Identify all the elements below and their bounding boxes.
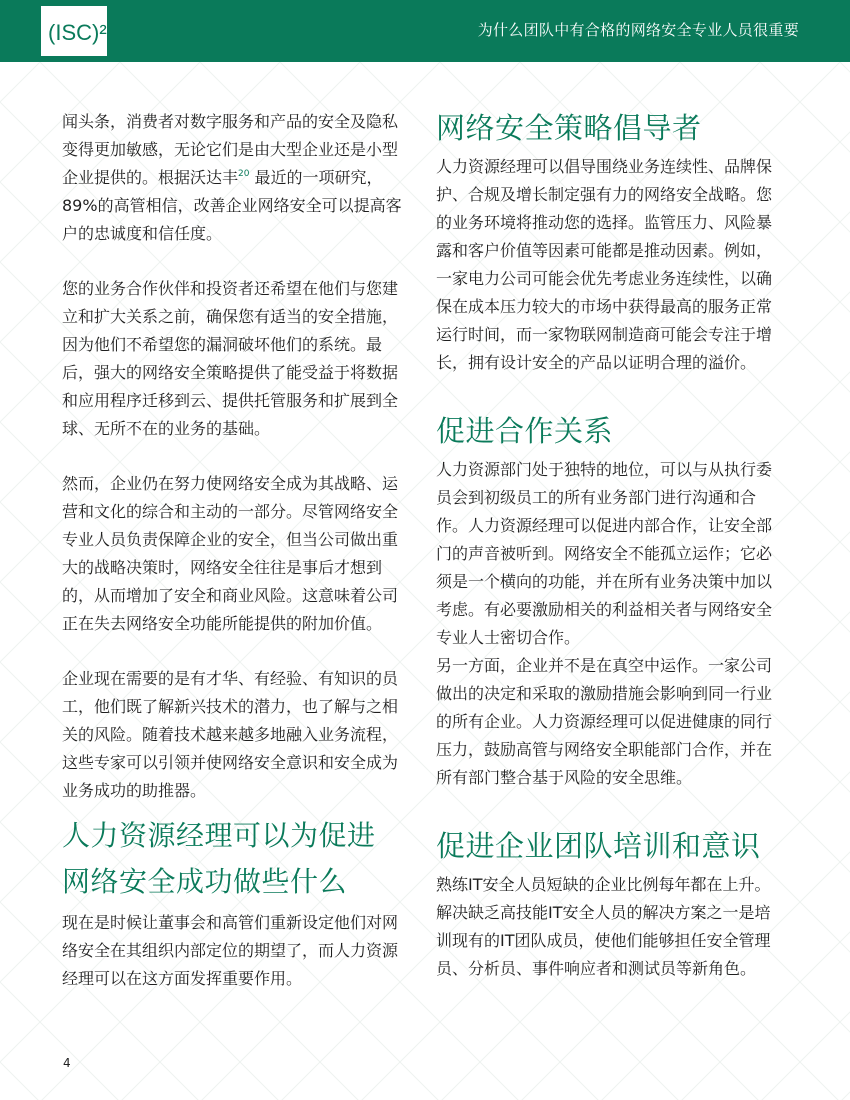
paragraph-partners: 您的业务合作伙伴和投资者还希望在他们与您建立和扩大关系之前，确保您有适当的安全措施，因为他们不希望您的漏洞破坏他们的系统。最后，强大的网络安全策略提供了能受益于将数据和应用程序迁移到云、提供托管服务和扩展到全球、无所不在的业务的基础。 [62,279,399,438]
paragraph-talent-needs: 企业现在需要的是有才华、有经验、有知识的员工，他们既了解新兴技术的潜力，也了解与之相关的风险。随着技术越来越多地融入业务流程，这些专家可以引领并使网络安全意识和安全成为业务成功的助推器。 [62,669,399,800]
left-column [62,108,402,993]
paragraph-strategy-gap: 然而，企业仍在努力使网络安全成为其战略、运营和文化的综合和主动的一部分。尽管网络安全专业人员负责保障企业的安全，但当公司做出重大的战略决策时，网络安全往往是事后才想到的，从而增加了安全和商业风险。这意味着公司正在失去网络安全功能所能提供的附加价值。 [62,474,399,633]
page-number: 4 [63,1056,71,1070]
paragraph-training: 熟练IT安全人员短缺的企业比例每年都在上升。解决缺乏高技能IT安全人员的解决方案之一是培训现有的IT团队成员，使他们能够担任安全管理员、分析员、事件响应者和测试员等新角色。 [436,875,771,978]
logo-text: (ISC)² [48,20,107,45]
section-heading-training: 促进企业团队培训和意识 [436,829,761,863]
paragraph-advocate: 人力资源经理可以倡导围绕业务连续性、品牌保护、合规及增长制定强有力的网络安全战略。您的业务环境将推动您的选择。监管压力、风险暴露和客户价值等因素可能都是推动因素。例如，一家电力公司可能会优先考虑业务连续性，以确保在成本压力较大的市场中获得最高的服务正常运行时间，而一家物联网制造商可能会专注于增长，拥有设计安全的产品以证明合理的溢价。 [436,157,773,372]
section-heading-advocate: 网络安全策略倡导者 [436,111,702,145]
footnote-reference[interactable]: 20 [238,169,250,179]
header-bar [0,0,850,62]
section-heading-hr-role: 人力资源经理可以为促进网络安全成功做些什么 [62,819,376,898]
paragraph-text: 闻头条，消费者对数字服务和产品的安全及隐私变得更加敏感，无论它们是由大型企业还是小型企业提供的。根据沃达丰 [62,112,399,187]
paragraph-hr-intro: 现在是时候让董事会和高管们重新设定他们对网络安全在其组织内部定位的期望了，而人力资源经理可以在这方面发挥重要作用。 [62,913,399,988]
document-title: 为什么团队中有合格的网络安全专业人员很重要 [477,21,799,39]
paragraph-peer-pressure: 另一方面，企业并不是在真空中运作。一家公司做出的决定和采取的激励措施会影响到同一行业的所有企业。人力资源经理可以促进健康的同行压力，鼓励高管与网络安全职能部门合作，并在所有部门整合基于风险的安全思维。 [436,656,773,787]
paragraph-customer-trust [62,108,402,248]
isc2-logo [41,6,107,56]
right-column [436,108,776,983]
paragraph-collaboration: 人力资源部门处于独特的地位，可以与从执行委员会到初级员工的所有业务部门进行沟通和合作。人力资源经理可以促进内部合作，让安全部门的声音被听到。网络安全不能孤立运作；它必须是一个横向的功能，并在所有业务决策中加以考虑。有必要激励相关的利益相关者与网络安全专业人士密切合作。 [436,460,773,647]
paragraph-text: 最近的一项研究，89%的高管相信，改善企业网络安全可以提高客户的忠诚度和信任度。 [62,168,402,243]
section-heading-collaboration: 促进合作关系 [436,414,614,448]
